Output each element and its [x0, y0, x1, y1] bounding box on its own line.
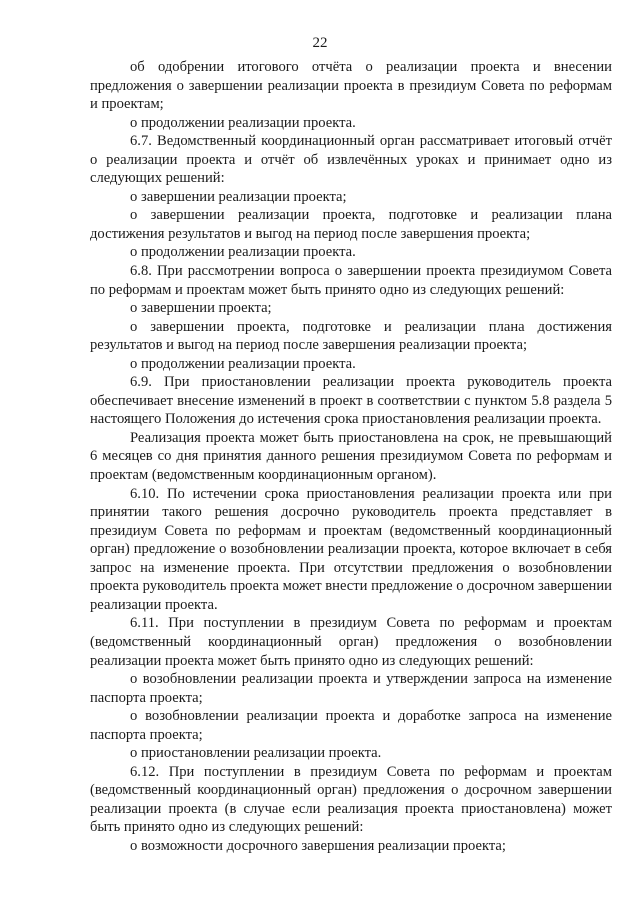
paragraph: о продолжении реализации проекта. — [130, 114, 356, 131]
page-number: 22 — [312, 35, 328, 51]
paragraph: об одобрении итогового отчёта о реализации проекта и внесении предложения о завершении реализации проекта в президиум Совета по реформам и проектам; — [90, 59, 612, 113]
paragraph: 6.10. По истечении срока приостановления реализации проекта или при принятии такого решения досрочно руководитель проекта представляет в президиум Совета по реформам и проектам (ведомственный координационный орган) предложение о возобновлении реализации проекта, которое включает в себя запрос на изменение проекта. При отсутствии предложения о возобновлении проекта руководитель проекта может внести предложение о досрочном завершении реализации проекта. — [90, 485, 612, 613]
paragraph: 6.7. Ведомственный координационный орган рассматривает итоговый отчёт о реализации проекта и отчёт об извлечённых уроках и принимает одно из следующих решений: — [90, 133, 612, 187]
paragraph: 6.8. При рассмотрении вопроса о завершении проекта президиумом Совета по реформам и проектам может быть принято одно из следующих решений: — [90, 263, 612, 298]
paragraph: о возобновлении реализации проекта и доработке запроса на изменение паспорта проекта; — [90, 708, 612, 743]
paragraph: о возобновлении реализации проекта и утверждении запроса на изменение паспорта проекта; — [90, 671, 612, 706]
paragraph: о продолжении реализации проекта. — [130, 355, 356, 372]
document-body — [90, 58, 612, 856]
paragraph: о приостановлении реализации проекта. — [130, 745, 382, 762]
paragraph: о возможности досрочного завершения реализации проекта; — [130, 837, 506, 854]
paragraph: 6.9. При приостановлении реализации проекта руководитель проекта обеспечивает внесение изменений в проект в соответствии с пунктом 5.8 раздела 5 настоящего Положения до истечения срока приостановления реализации проекта. — [90, 374, 612, 428]
paragraph: 6.12. При поступлении в президиум Совета по реформам и проектам (ведомственный координационный орган) предложения о досрочном завершении реализации проекта (в случае если реализация проекта приостановлена) может быть принято одно из следующих решений: — [90, 763, 612, 836]
paragraph: о завершении проекта, подготовке и реализации плана достижения результатов и выгод на период после завершения реализации проекта; — [90, 318, 612, 354]
paragraph: о продолжении реализации проекта. — [130, 244, 356, 261]
paragraph: 6.11. При поступлении в президиум Совета по реформам и проектам (ведомственный координационный орган) предложения о возобновлении реализации проекта может быть принято одно из следующих решений: — [90, 615, 612, 669]
paragraph: о завершении проекта; — [130, 300, 272, 317]
paragraph: Реализация проекта может быть приостановлена на срок, не превышающий 6 месяцев со дня принятия данного решения президиумом Совета по реформам и проектам (ведомственным координационным органом). — [90, 429, 612, 484]
paragraph: о завершении реализации проекта; — [130, 188, 347, 205]
paragraph: о завершении реализации проекта, подготовке и реализации плана достижения результатов и выгод на период после завершения проекта; — [90, 207, 612, 242]
